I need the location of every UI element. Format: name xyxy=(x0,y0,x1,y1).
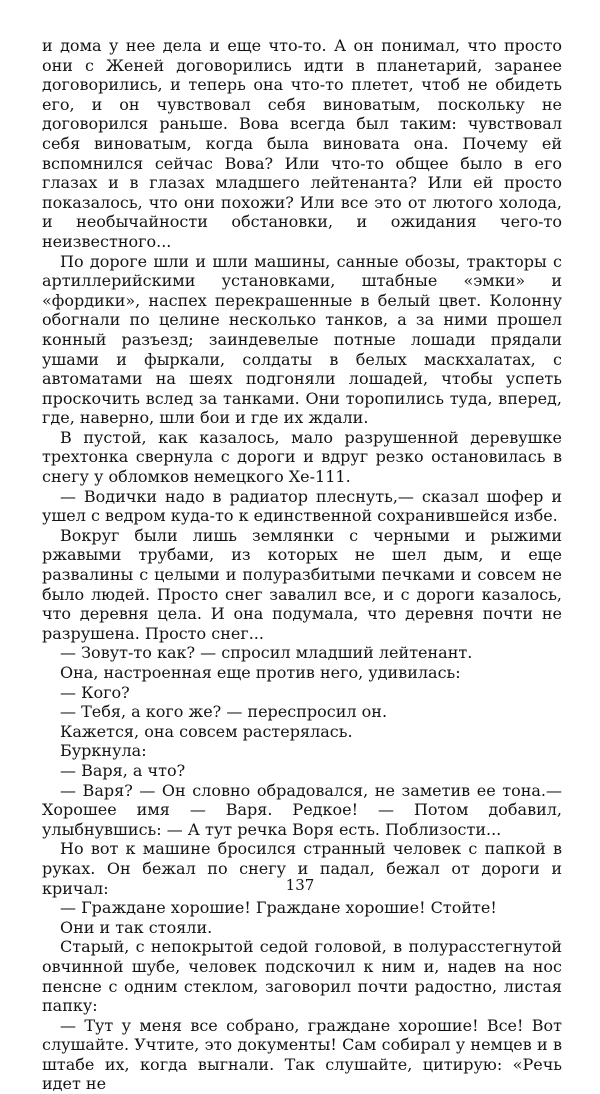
body-text xyxy=(42,36,562,1094)
paragraph: и дома у нее дела и еще что-то. А он понимал, что просто они с Женей договорились идти в планетарий, заранее договорились, и теперь она что-то плетет, чтоб не обидеть его, и он чувствовал себя виноватым, поскольку не договорился раньше. Вова всегда был таким: чувствовал себя виноватым, когда была виновата она. Почему ей вспомнился сейчас Вова? Или что-то общее было в его глазах и в глазах младшего лейтенанта? Или ей просто показалось, что они похожи? Или все это от лютого холода, и необычайности обстановки, и ожидания чего-то неизвестного... xyxy=(42,36,562,251)
paragraph: — Тут у меня все собрано, граждане хорошие! Все! Вот слушайте. Учтите, это документы! Сам собирал у немцев и в штабе их, когда выгнали. Так слушайте, цитирую: «Речь идет не xyxy=(42,1015,562,1094)
paragraph: — Кого? xyxy=(60,682,130,702)
paragraph: Кажется, она совсем растерялась. xyxy=(60,721,353,741)
paragraph: Вокруг были лишь землянки с черными и рыжими ржавыми трубами, из которых не шел дым, и еще развалины с целыми и полуразбитыми печками и совсем не было людей. Просто снег завалил все, и с дороги казалось, что деревня цела. И она подумала, что деревня почти не разрушена. Просто снег... xyxy=(42,525,562,643)
paragraph: Она, настроенная еще против него, удивилась: xyxy=(60,663,461,682)
paragraph: — Граждане хорошие! Граждане хорошие! Стойте! xyxy=(60,898,497,918)
paragraph: — Водички надо в радиатор плеснуть,— сказал шофер и ушел с ведром куда-то к единственной сохранившейся избе. xyxy=(42,486,562,526)
paragraph: Они и так стояли. xyxy=(60,917,213,937)
paragraph: — Зовут-то как? — спросил младший лейтенант. xyxy=(60,643,473,663)
paragraph: Буркнула: xyxy=(60,741,147,761)
paragraph: По дороге шли и шли машины, санные обозы, тракторы с артиллерийскими установками, штабные «эмки» и «фордики», наспех перекрашенные в белый цвет. Колонну обогнали по целине несколько танков, а за ними прошел конный разъезд; заиндевелые потные лошади прядали ушами и фыркали, солдаты в белых маскхалатах, с автоматами на шеях подгоняли лошадей, чтобы успеть проскочить вслед за танками. Они торопились туда, вперед, где, наверно, шли бои и где их ждали. xyxy=(42,251,562,428)
paragraph: В пустой, как казалось, мало разрушенной деревушке трехтонка свернула с дороги и вдруг резко остановилась в снегу у обломков немецкого Хе-111. xyxy=(42,427,562,487)
page-number: 137 xyxy=(285,876,315,894)
paragraph: — Варя? — Он словно обрадовался, не заметив ее тона.— Хорошее имя — Варя. Редкое! — Потом добавил, улыбнувшись: — А тут речка Воря есть. Поблизости... xyxy=(42,780,562,839)
paragraph: Но вот к машине бросился странный человек с папкой в руках. Он бежал по снегу и падал, бежал от дороги и кричал: xyxy=(42,839,562,898)
paragraph: — Тебя, а кого же? — переспросил он. xyxy=(60,702,388,722)
paragraph: — Варя, а что? xyxy=(60,760,186,780)
paragraph: Старый, с непокрытой седой головой, в полурасстегнутой овчинной шубе, человек подскочил к ним и, надев на нос пенсне с одним стеклом, заговорил почти радостно, листая папку: xyxy=(42,937,562,1016)
